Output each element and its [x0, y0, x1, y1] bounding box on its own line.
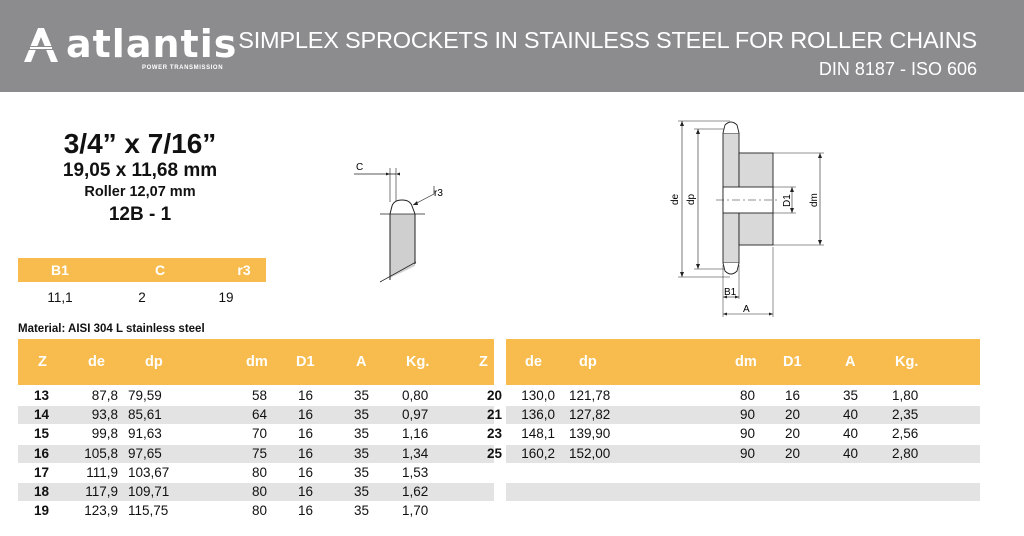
cell-z: 15: [34, 426, 50, 442]
cell-a: 35: [354, 407, 370, 423]
tooth-header-r3: r3: [237, 262, 251, 278]
col-header-z-right: Z: [479, 354, 488, 370]
col-header-de: de: [525, 354, 542, 370]
cell-d1: 16: [785, 388, 801, 403]
cell-a: 35: [354, 426, 370, 442]
table-row: [18, 406, 494, 424]
cell-a: 40: [843, 407, 859, 423]
cell-dm: 80: [251, 503, 267, 519]
sprocket-label-de: de: [670, 193, 681, 205]
cell-dm: 90: [739, 426, 755, 442]
cell-dm: 58: [251, 388, 267, 403]
cell-dp: 103,67: [128, 464, 170, 480]
table-row: [506, 483, 980, 501]
table-row: [506, 502, 980, 520]
cell-dm: 70: [251, 426, 267, 442]
cell-d1: 16: [298, 464, 314, 480]
cell-z: 14: [34, 407, 50, 423]
sprocket-label-d1: D1: [782, 194, 793, 207]
cell-dp: 97,65: [128, 445, 162, 461]
col-header-de: de: [88, 354, 105, 370]
cell-d1: 20: [785, 426, 801, 442]
cell-de: 105,8: [84, 445, 118, 461]
col-header-d1: D1: [296, 354, 315, 370]
header-banner: [0, 0, 1024, 92]
cell-de: 87,8: [91, 388, 118, 403]
table-row: [18, 387, 494, 405]
cell-kg: 0,97: [402, 407, 429, 423]
cell-dm: 80: [251, 484, 267, 499]
cell-kg: 1,34: [402, 445, 429, 461]
cell-de: 123,9: [84, 503, 118, 519]
cell-z: 17: [34, 464, 50, 480]
cell-dp: 85,61: [128, 407, 162, 423]
product-spec: [40, 128, 240, 227]
cell-d1: 16: [298, 503, 314, 519]
cell-d1: 16: [298, 445, 314, 461]
cell-de: 93,8: [91, 407, 118, 423]
cell-a: 35: [354, 503, 370, 519]
cell-d1: 16: [298, 484, 314, 499]
logo-a-mark-icon: [22, 26, 62, 64]
cell-dp: 152,00: [569, 445, 611, 461]
cell-kg: 1,62: [402, 484, 429, 499]
cell-a: 35: [843, 388, 859, 403]
col-header-dp: dp: [579, 354, 597, 370]
tooth-value-r3: 19: [218, 290, 234, 305]
col-header-kg: Kg.: [406, 354, 430, 370]
sprocket-label-dp: dp: [686, 193, 697, 205]
tooth-label-c: C: [356, 162, 364, 173]
cell-dp: 115,75: [128, 503, 169, 519]
cell-de: 160,2: [521, 445, 555, 461]
col-header-dp: dp: [145, 354, 163, 370]
table-row: [18, 425, 494, 443]
table-row: [18, 483, 494, 501]
left-table-header: [18, 339, 494, 385]
table-row: [486, 387, 980, 405]
sprocket-label-a: A: [743, 304, 750, 315]
col-header-d1: D1: [783, 354, 802, 370]
tooth-header-c: C: [154, 262, 166, 278]
cell-de: 148,1: [521, 426, 555, 442]
cell-a: 40: [843, 445, 859, 461]
cell-a: 35: [354, 445, 370, 461]
cell-dm: 90: [739, 407, 755, 423]
col-header-a: A: [356, 354, 367, 370]
tooth-value-c: 2: [138, 290, 146, 305]
cell-dm: 90: [739, 445, 755, 461]
cell-kg: 1,80: [892, 388, 919, 403]
cell-a: 35: [354, 484, 370, 499]
tooth-value-b1: 11,1: [47, 290, 73, 305]
cell-kg: 2,80: [892, 445, 919, 461]
cell-kg: 1,16: [402, 426, 429, 442]
cell-de: 111,9: [86, 464, 118, 480]
cell-d1: 16: [298, 407, 314, 423]
page-subtitle: DIN 8187 - ISO 606: [818, 59, 977, 79]
table-row: [506, 464, 980, 482]
cell-dp: 127,82: [569, 407, 611, 423]
sprocket-label-b1: B1: [724, 287, 737, 298]
tooth-table-header: [18, 258, 266, 282]
cell-z: 21: [486, 407, 502, 423]
table-row: [18, 445, 494, 463]
cell-z: 23: [486, 426, 502, 442]
table-row: [18, 502, 494, 520]
cell-z: 25: [486, 445, 502, 461]
tooth-label-r3: r3: [434, 188, 443, 199]
table-row: [486, 445, 980, 463]
cell-d1: 20: [785, 407, 801, 423]
col-header-z: Z: [38, 354, 47, 370]
table-row: [18, 464, 494, 482]
col-header-dm: dm: [735, 354, 757, 370]
cell-kg: 2,35: [892, 407, 919, 423]
cell-kg: 1,70: [402, 503, 429, 519]
spec-chain-code: 12B - 1: [108, 204, 172, 225]
cell-d1: 20: [785, 445, 801, 461]
cell-kg: 2,56: [892, 426, 919, 442]
table-row: [486, 406, 980, 424]
logo-tagline: POWER TRANSMISSION: [142, 65, 224, 71]
cell-dp: 121,78: [569, 388, 611, 403]
tooth-header-b1: B1: [51, 262, 69, 278]
spec-size-mm: 19,05 x 11,68 mm: [62, 160, 218, 181]
right-table-header: [506, 339, 980, 385]
cell-dm: 80: [739, 388, 755, 403]
page-title: SIMPLEX SPROCKETS IN STAINLESS STEEL FOR ROLLER CHAINS: [238, 27, 977, 53]
cell-de: 117,9: [85, 484, 118, 499]
col-header-dm: dm: [246, 354, 268, 370]
cell-de: 130,0: [521, 388, 555, 403]
cell-z: 16: [34, 445, 50, 461]
sprocket-section-drawing: [660, 115, 840, 323]
cell-z: 19: [34, 503, 50, 519]
logo-wordmark: atlantis: [66, 22, 238, 66]
cell-z: 20: [486, 388, 502, 403]
col-header-a: A: [845, 354, 856, 370]
cell-a: 40: [843, 426, 859, 442]
cell-z: 13: [34, 388, 50, 403]
cell-dm: 64: [251, 407, 267, 423]
spec-roller: Roller 12,07 mm: [84, 184, 196, 200]
cell-dp: 79,59: [128, 388, 162, 403]
cell-z: 18: [34, 484, 50, 499]
cell-de: 136,0: [521, 407, 555, 423]
cell-de: 99,8: [91, 426, 118, 442]
table-row: [486, 425, 980, 443]
cell-d1: 16: [298, 426, 314, 442]
col-header-kg: Kg.: [895, 354, 919, 370]
material-note: Material: AISI 304 L stainless steel: [18, 323, 205, 335]
cell-dp: 91,63: [128, 426, 162, 442]
sprocket-label-dm: dm: [809, 193, 820, 207]
cell-dp: 139,90: [569, 426, 611, 442]
cell-d1: 16: [298, 388, 314, 403]
cell-dm: 75: [251, 445, 267, 461]
cell-a: 35: [354, 388, 370, 403]
cell-dm: 80: [251, 464, 267, 480]
cell-a: 35: [354, 464, 370, 480]
cell-kg: 1,53: [402, 464, 429, 480]
tooth-profile-drawing: [350, 150, 460, 285]
spec-size-inches: 3/4” x 7/16”: [63, 128, 217, 159]
cell-kg: 0,80: [402, 388, 429, 403]
cell-dp: 109,71: [128, 484, 170, 499]
